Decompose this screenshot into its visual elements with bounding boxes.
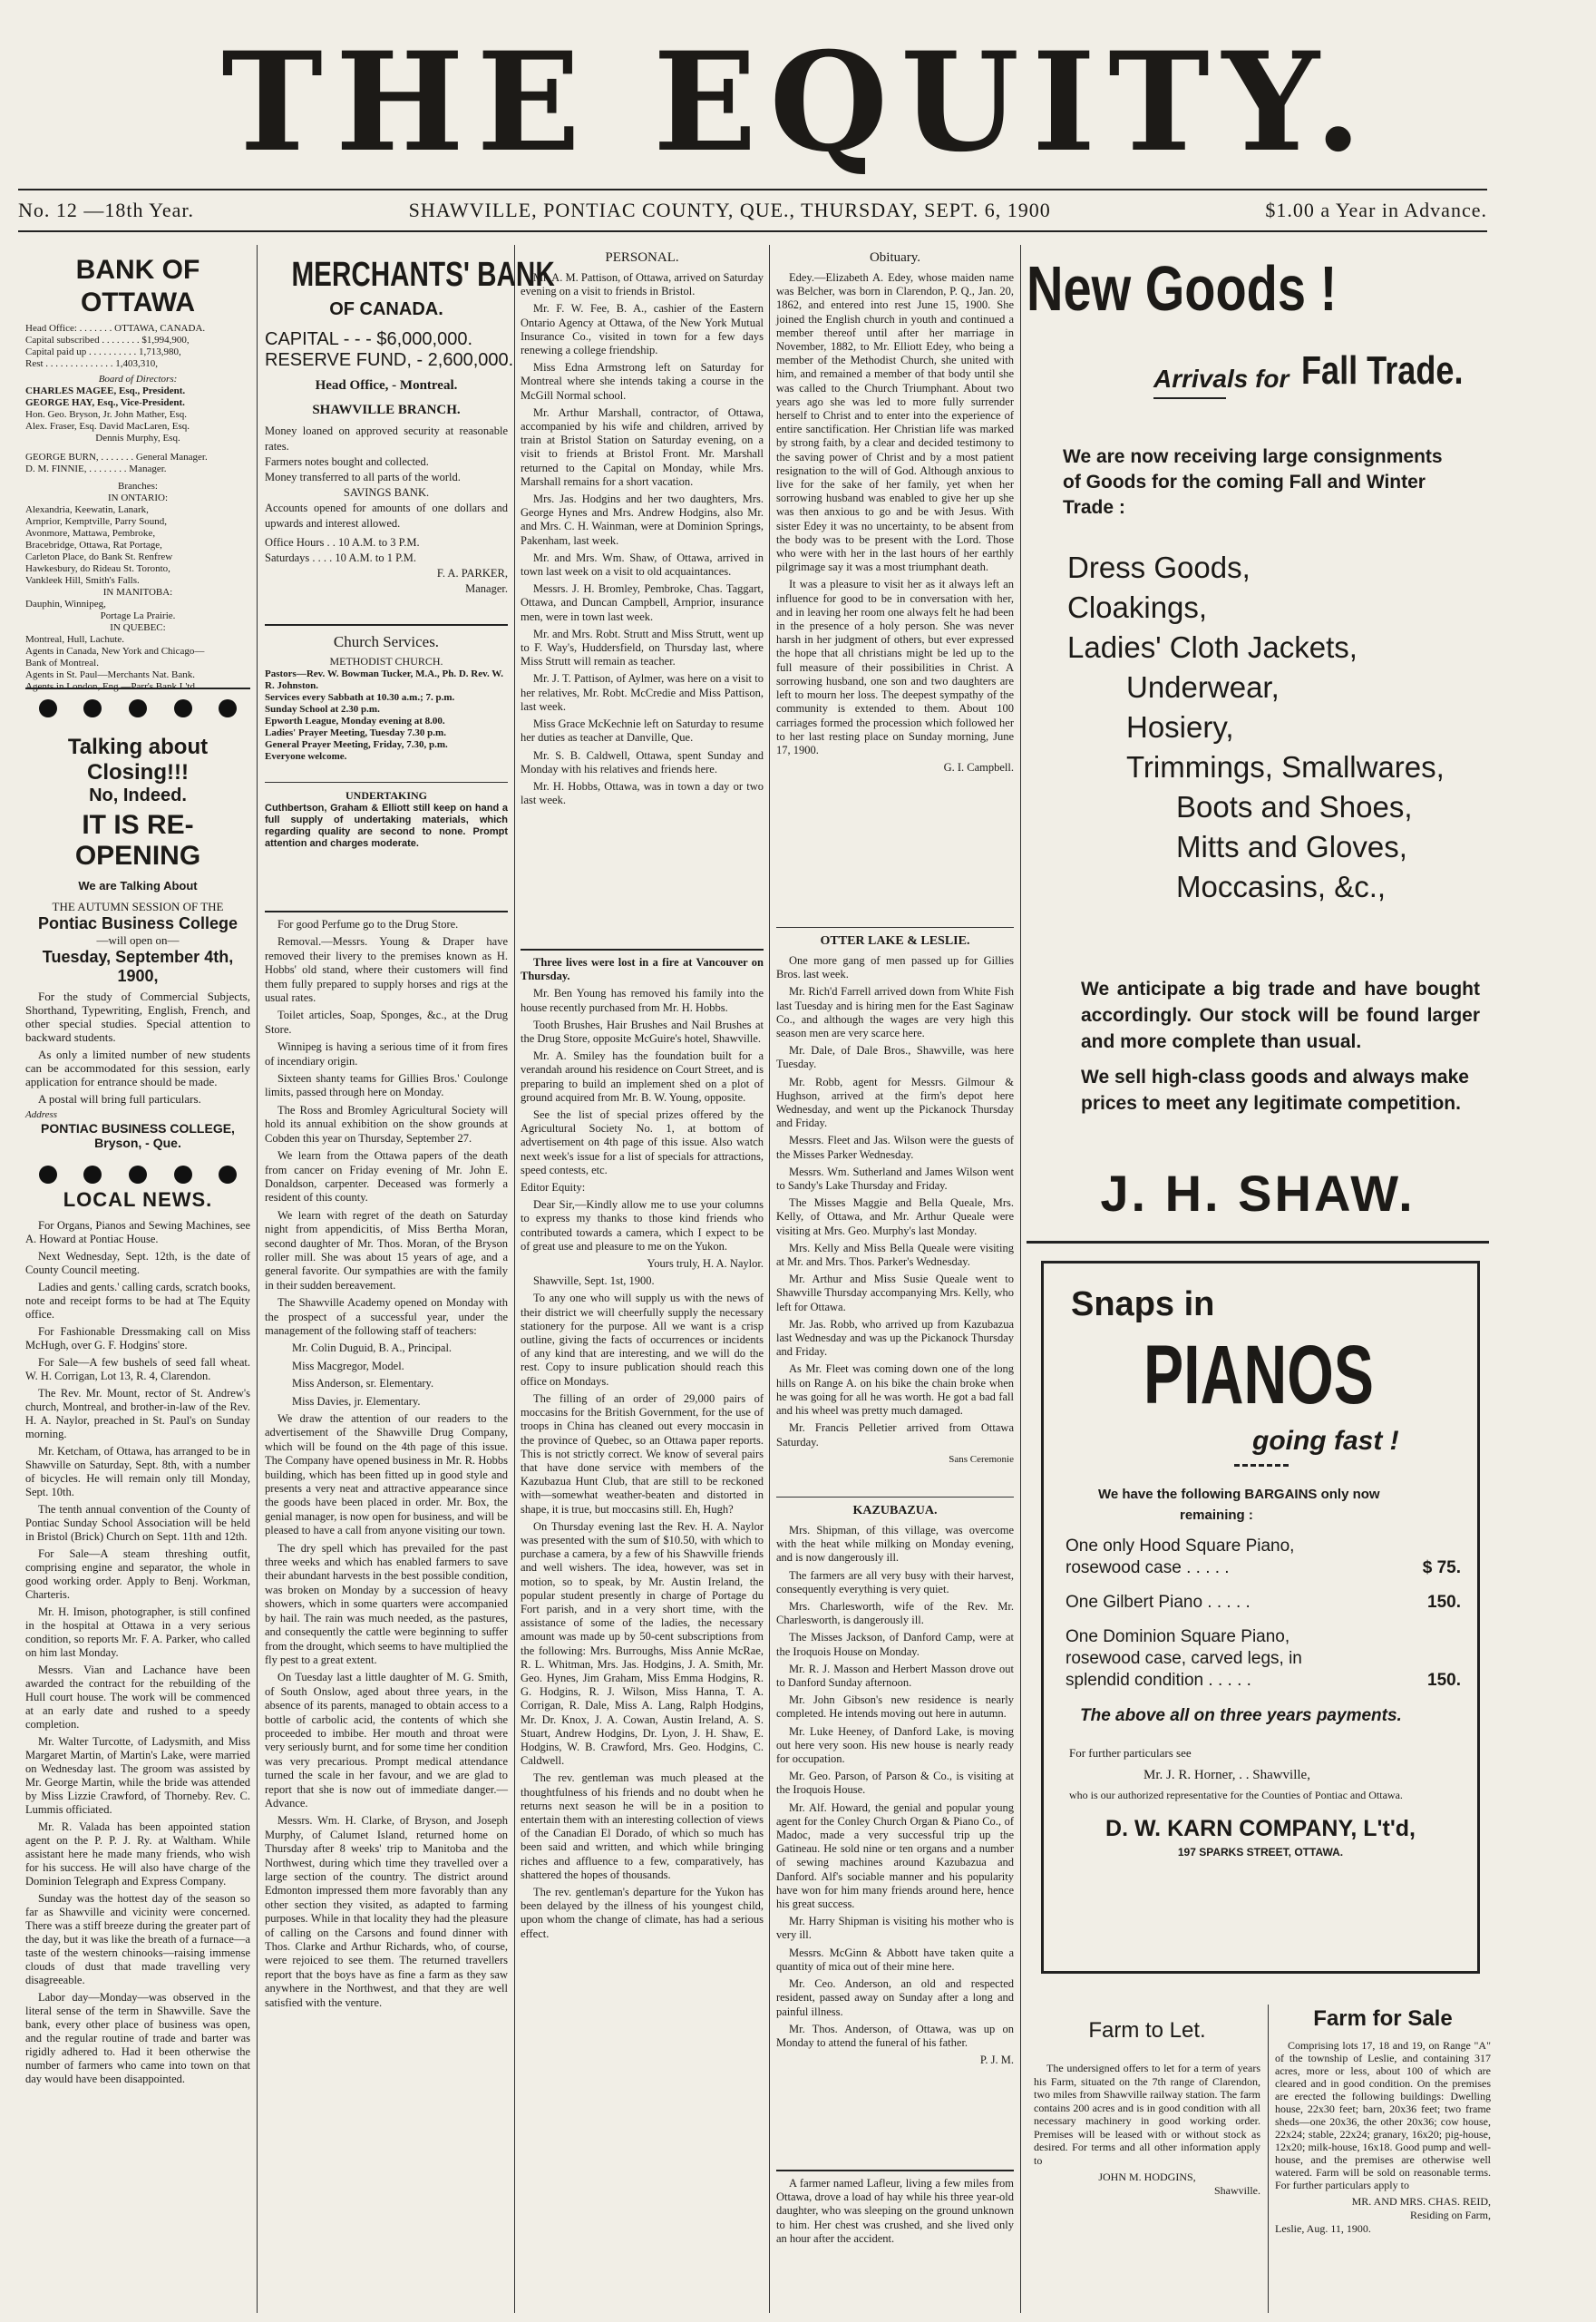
column-divider	[769, 245, 770, 2313]
column-divider	[1268, 2005, 1269, 2313]
farm-to-let-sign: JOHN M. HODGINS,	[1098, 2171, 1196, 2183]
masthead-rule-top	[18, 189, 1487, 190]
further-particulars: For further particulars see	[1069, 1746, 1192, 1760]
goods-item: Boots and Shoes,	[1176, 790, 1413, 824]
going-fast-label: going fast !	[1252, 1426, 1399, 1456]
remaining-label: remaining :	[1180, 1507, 1253, 1523]
fall-trade-label: Fall Trade.	[1301, 348, 1464, 393]
dot-ornament	[219, 1166, 237, 1184]
pianos-headline: PIANOS	[1143, 1329, 1374, 1421]
section-rule	[25, 688, 250, 689]
goods-item: Mitts and Gloves,	[1176, 830, 1407, 863]
new-goods-headline: New Goods !	[1027, 253, 1338, 324]
undertaking-title: UNDERTAKING	[345, 789, 428, 802]
farmer-accident-item: A farmer named Lafleur, living a few miles from Ottawa, drove a load of hay while his three year-old daughter, who was sleeping on the ground unknown to him. Her chest was crushed, and she lived only an hour after the accident.	[776, 2177, 1014, 2245]
column-divider	[1020, 245, 1021, 2313]
snaps-in-label: Snaps in	[1071, 1285, 1215, 1323]
dot-border	[25, 695, 250, 722]
bank-ottawa-title: BANK OF OTTAWA	[75, 255, 200, 317]
goods-item: Underwear,	[1126, 670, 1280, 704]
college-line: —will open on—	[96, 933, 180, 947]
merchants-title: MERCHANTS' BANK	[291, 256, 555, 294]
issue-number: No. 12 —18th Year.	[18, 199, 195, 221]
ornament-line	[1153, 397, 1226, 399]
piano-item-name: One Dominion Square Piano, rosewood case, carved legs, in splendid condition . . . . .	[1066, 1627, 1302, 1690]
section-rule	[776, 1497, 1014, 1498]
undertaking-text: Cuthbertson, Graham & Elliott still keep on hand a full supply of undertaking materials, which regarding quality are second to none. Prompt attention and charges moderate.	[265, 803, 508, 849]
managers: GEORGE BURN, . . . . . . . General Manager. D. M. FINNIE, . . . . . . . . Manager.	[25, 452, 208, 474]
piano-item	[1066, 1536, 1461, 1579]
farm-for-sale-ad	[1275, 2006, 1491, 2236]
bargains-line: We have the following BARGAINS only now	[1098, 1487, 1380, 1502]
farm-for-sale-town: Residing on Farm,	[1410, 2209, 1491, 2221]
dot-ornament	[39, 699, 57, 717]
kazubazua-title: KAZUBAZUA.	[852, 1504, 938, 1517]
otter-lake-news	[776, 934, 1014, 1470]
merchants-branch: SHAWVILLE BRANCH.	[312, 403, 461, 417]
obituary-title: Obituary.	[869, 250, 921, 265]
college-body: For the study of Commercial Subjects, Shorthand, Typewriting, English, French, and other special studies. Special attention to backward students. As only a limited number of new students can be accommodated for this session, early application for entrance should be made. A postal will bring full particulars.	[25, 990, 250, 1106]
agent-note: who is our authorized representative for the Counties of Pontiac and Ottawa.	[1069, 1789, 1403, 1801]
bank-of-ottawa-ad	[25, 254, 250, 693]
local-news-title: LOCAL NEWS.	[63, 1188, 213, 1211]
piano-item-name: One Gilbert Piano . . . . .	[1066, 1593, 1251, 1612]
obituary	[776, 250, 1014, 778]
ornament-line	[1234, 1464, 1289, 1467]
shaw-new-goods-ad	[1027, 252, 1489, 1222]
column-two-news: For good Perfume go to the Drug Store. Removal.—Messrs. Young & Draper have removed their livery to the premises known as H. Hobbs' old stand, where their customers will find them fully prepared to supply horses and rigs at the usual rates. Toilet articles, Soap, Sponges, &c., at the Drug Store. Winnipeg is having a serious time of it from fires of incendiary origin. Sixteen shanty teams for Gillies Bros.' Coulonge limits, passed through here on Monday. The Ross and Bromley Agricultural Society will hold its annual exhibition on the show grounds at Cobden this year on Thursday, September 27. We learn from the Ottawa papers of the death from cancer on Friday evening of Mr. John E. Donaldson, carpenter. Deceased was formerly a resident of this county. We learn with regret of the death on Saturday night from appendicitis, of Miss Bertha Moran, second daughter of Mr. Thos. Moran, of the Bryson roller mill. She was about 15 years of age, and a general favorite. Our sympathies are with the family in their sudden bereavement. The Shawville Academy opened on Monday with the prospect of a successful year, under the management of the following staff of teachers: Mr. Colin Duguid, B. A., Principal. Miss Macgregor, Model. Miss Anderson, sr. Elementary. Miss Davies, jr. Elementary. We draw the attention of our readers to the advertisement of the Shawville Drug Company, which will be found on the 4th page of this issue. The Company have opened business in Mr. R. Hobbs building, which has been fitted up in good style and presents a very neat and attractive appearance since the goods have been placed in order. Mr. Box, the genial manager, is now open for business, and will be pleased to have a call from anyone visiting our town. The dry spell which has prevailed for the past three weeks and which has enabled farmers to save their abundant harvests in the best possible condition, was broken on Monday by a succession of heavy showers, which in some quarters were accompanied by hail. The rain was much needed, as the pastures, and consequently the cattle were beginning to suffer from the drought, which seems to have multiplied the fly pest to a great extent. On Tuesday last a little daughter of M. G. Smith, of South Onslow, aged about three years, in the absence of its parents, managed to obtain access to a bottle of carbolic acid, the contents of which she proceeded to imbibe. Her mouth and throat were very seriously burnt, and for some time her condition was very precarious. Prompt medical attendance turned the scale in her favour, and we are glad to report that she is now out of immediate danger.—Advance. Messrs. Wm. H. Clarke, of Bryson, and Joseph Murphy, of Calumet Island, returned home on Thursday after 8 weeks' trip to Manitoba and the Northwest, during which time they travelled over a large section of the country. The district around Edmonton impressed them more favorably than any other section they visited, as adapted to farming purposes. While in that locality they had the pleasure of calling on the Carsons and found dinner with Thos. Clarke and Arthur Richards, who, of course, were rejoiced to see them. The returned travellers report that the boys have as fine a farm as they saw anywhere in the Northwest, and that they are well satisfied with the venture.	[265, 918, 509, 2009]
bank-ottawa-figures: Head Office: . . . . . . . OTTAWA, CANADA. Capital subscribed . . . . . . . . $1,994,900, Capital paid up . . . . . . . . . . 1,713,980, Rest . . . . . . . . . . . . . . 1,403,310,	[25, 323, 206, 369]
piano-item-price: $ 75.	[1422, 1558, 1461, 1577]
dot-ornament	[129, 1166, 147, 1184]
section-rule	[776, 2170, 1014, 2171]
piano-item-price: 150.	[1427, 1671, 1461, 1690]
local-news-body: For Organs, Pianos and Sewing Machines, see A. Howard at Pontiac House. Next Wednesday, Sept. 12th, is the date of County Council meeting. Ladies and gents.' calling cards, scratch books, note and receipt forms to be had at The Equity office. For Fashionable Dressmaking call on Miss McHugh, over G. F. Hodgins' store. For Sale—A few bushels of seed fall wheat. W. H. Corrigan, Lot 13, R. 4, Clarendon. The Rev. Mr. Mount, rector of St. Andrew's church, Montreal, and brother-in-law of the Rev. H. A. Naylor, preached in St. Paul's on Sunday morning. Mr. Ketcham, of Ottawa, has arranged to be in Shawville on Saturday, Sept. 8th, with a number of bicycles. He will remain only till Monday, Sept. 10th. The tenth annual convention of the County of Pontiac Sunday School Association will be held in Bristol (Brick) Church on Sept. 11th and 12th. For Sale—A steam threshing outfit, comprising engine and separator, the whole in good working order. Apply to Benj. Workman, Charteris. Mr. H. Imison, photographer, is still confined in the hospital at Ottawa in a very serious condition, so reports Mr. F. A. Parker, who called on him last Monday. Messrs. Vian and Lachance have been awarded the contract for the rebuilding of the Hull court house. The work will be commenced at an early date and rushed to a speedy completion. Mr. Walter Turcotte, of Ladysmith, and Miss Margaret Martin, of Martin's Lake, were married on Wednesday last. The groom was assisted by Mr. George Martin, while the bride was attended by Miss Lizzie Crawford, of Thorneby. Rev. C. Lummis officiated. Mr. R. Valada has been appointed station agent on the P. P. J. Ry. at Waltham. While assistant here he made many friends, who wish for his success. He will also have charge of the Dominion Telegraph and Express Company. Sunday was the hottest day of the season so far as Shawville and vicinity were concerned. There was a stiff breeze during the greater part of the day, but it was like the breath of a furnace—a taste of the western chinooks—raising immense clouds of dust that made travelling very disagreeable. Labor day—Monday—was observed in the literal sense of the term in Shawville. Save the bank, every other place of business was open, and the regular routine of trade and barter was rigidly adhered to. Had it been otherwise the number of farmers who came into town on that day would have been disappointed.	[25, 1219, 250, 2085]
personal-body: Mr. A. M. Pattison, of Ottawa, arrived on Saturday evening on a visit to friends in Bristol. Mr. F. W. Fee, B. A., cashier of the Eastern Ontario Agency at Ottawa, of the New York Mutual Insurance Co., visited in town for a few days renewing a college friendship. Miss Edna Armstrong left on Saturday for Montreal where she intends taking a course in the McGill Normal school. Mr. Arthur Marshall, contractor, of Ottawa, accompanied by his wife and children, arrived by train at Bristol Station on Saturday evening, on a visit to friends at Bristol Front. Mr. Marshall returned to the Capital on Monday, while Mrs. Marshall remains for a short vacation. Mrs. Jas. Hodgins and her two daughters, Mrs. George Hynes and Mrs. Andrew Hodgins, also Mr. and Mrs. C. H. Wainman, were at Dominion Springs, Pakenham, last week. Mr. and Mrs. Wm. Shaw, of Ottawa, arrived in town last week on a visit to old acquaintances. Messrs. J. H. Bromley, Pembroke, Chas. Taggart, Ottawa, and Duncan Campbell, Arnprior, insurance men, were in town last week. Mr. and Mrs. Robt. Strutt and Miss Strutt, went up to F. Way's, Huddersfield, on Thursday last, where Miss Strutt will remain as teacher. Mr. J. T. Pattison, of Aylmer, was here on a visit to her relatives, Mr. Robt. McCredie and Miss Pattison, last week. Miss Grace McKechnie left on Saturday to resume her duties as teacher at Danville, Que. Mr. S. B. Caldwell, Ottawa, spent Sunday and Monday with his relatives and friends here. Mr. H. Hobbs, Ottawa, was in town a day or two last week.	[521, 271, 764, 807]
farm-to-let-ad	[1034, 2018, 1260, 2198]
merchants-bank-ad	[265, 256, 555, 597]
church-lines: Pastors—Rev. W. Bowman Tucker, M.A., Ph. D. Rev. W. R. Johnston. Services every Sabbath at 10.30 a.m.; 7. p.m. Sunday School at 2.30 p.m. Epworth League, Monday evening at 8.00. Ladies' Prayer Meeting, Tuesday 7.30 p.m. General Prayer Meeting, Friday, 7.30, p.m. Everyone welcome.	[265, 668, 504, 762]
merchants-head-office: Head Office, - Montreal.	[315, 378, 458, 393]
goods-item: Moccasins, &c.,	[1176, 870, 1387, 903]
shaw-paragraph: We sell high-class goods and always make prices to meet any legitimate competition.	[1081, 1067, 1469, 1114]
piano-item-name: One only Hood Square Piano, rosewood case . . . . .	[1066, 1537, 1295, 1577]
piano-list	[1066, 1536, 1461, 1692]
section-rule	[265, 624, 508, 626]
dot-ornament	[129, 699, 147, 717]
directors-heading: Board of Directors:	[98, 374, 178, 385]
masthead-rule-bottom	[18, 230, 1487, 232]
personal-title: PERSONAL.	[605, 250, 679, 265]
karn-address: 197 SPARKS STREET, OTTAWA.	[1177, 1846, 1344, 1859]
goods-item: Cloakings,	[1067, 590, 1208, 624]
piano-item	[1066, 1592, 1461, 1614]
merchants-subtitle: OF CANADA.	[329, 299, 443, 319]
subscription-price: $1.00 a Year in Advance.	[1265, 199, 1487, 221]
college-reopening: IT IS RE-OPENING	[74, 810, 201, 871]
section-rule	[1027, 1241, 1489, 1244]
merchants-body: Money loaned on approved security at reasonable rates. Farmers notes bought and collected. Money transferred to all parts of the world. SAVINGS BANK. Accounts opened for amounts of one dollars and upwards and interest allowed. Office Hours . . 10 A.M. to 3 P.M. Saturdays . . . . 10 A.M. to 1 P.M. F. A. PARKER, Manager.	[265, 424, 508, 595]
local-news	[25, 1188, 250, 2090]
college-address-name: PONTIAC BUSINESS COLLEGE,	[41, 1121, 235, 1136]
college-line: THE AUTUMN SESSION OF THE	[52, 900, 224, 913]
college-date: Tuesday, September 4th, 1900,	[42, 948, 234, 985]
pianos-ad	[1041, 1261, 1480, 1974]
arrivals-label: Arrivals for	[1153, 365, 1289, 393]
dot-ornament	[174, 1166, 192, 1184]
personal-continued: Three lives were lost in a fire at Vancouver on Thursday. Mr. Ben Young has removed his family into the house recently purchased from Mr. H. Hobbs. Tooth Brushes, Hair Brushes and Nail Brushes at the Drug Store, opposite McGuire's hotel, Shawville. Mr. A. Smiley has the foundation built for a verandah around his residence on Court Street, and is preparing to build an implement shed on a plot of ground acquired from Mr. B. W. Young, opposite. See the list of special prizes offered by the Agricultural Society No. 1, at bottom of advertisement on 4th page of this issue. Also watch next week's issue for a list of specials for attractions, speed contests, etc. Editor Equity: Dear Sir,—Kindly allow me to use your columns to express my thanks to those kind friends who contributed towards a camera, which I expect to be of great use and pleasure to me on the Yukon. Yours truly, H. A. Naylor. Shawville, Sept. 1st, 1900. To any one who will supply us with the news of their district we will cheerfully supply the necessary stationery for the purpose. All we want is a crisp outline, giving the facts of occurrences or incidents of any kind that are interesting, and we will do the rest. Copy to insure publication should reach this office on Mondays. The filling of an order of 29,000 pairs of moccasins for the British Government, for the use of troops in China has cleaned out every moccasin in the province of Quebec, so an Ottawa paper reports. This is not strictly correct. We know of several pairs that have done service with members of the Kazubazua Hunt Club, that are still to be reckoned with—somewhat weather-beaten and distorted in shape, it is true, but moccasins still. Eh, Hugh? On Thursday evening last the Rev. H. A. Naylor was presented with the sum of $10.50, with which to purchase a camera, by a few of his Shawville friends and well wishers. The idea, however, was set in motion, so to speak, by Mr. Austin Ireland, the popular student presently in charge of Portage du Fort parish, and in a very short time, with the assistance of some of the ladies, the necessary amount was made up by 50-cent subscriptions from the following: Mrs. Burroughs, Miss Annie McRae, R. L. Whitman, Mrs. Jas. Hodgins, J. A. Smith, Mr. Geo. Hynes, Jim Graham, Miss Emma Hodgins, R. G. Hodgins, R. J. Wilson, Miss Hanna, T. A. Corrigan, R. Dale, Miss A. Lang, Ralph Hodgins, Mr. Dr. Knox, J. A. Cowan, Austin Ireland, A. S. Stuart, Andrew Hodgins, Dr. Lyon, J. H. Shaw, E. Hodgins, W. B. Crawford, Mrs. Geo. Hodgins, C. Caldwell. The rev. gentleman was much pleased at the thoughtfulness of his friends and no doubt when he returns next season he will be in a position to entertain them with an interesting collection of views of the Canadian El Dorado, of which so much has been said and written, and which while bringing riches and affluence to a few, comparatively, has shattered the hopes of thousands. The rev. gentleman's departure for the Yukon has been delayed by the illness of his youngest child, upon whom the change of climate, has had a serious effect.	[521, 956, 764, 1940]
section-rule	[521, 949, 764, 951]
place-date: SHAWVILLE, PONTIAC COUNTY, QUE., THURSDAY, SEPT. 6, 1900	[408, 199, 1051, 221]
goods-item: Ladies' Cloth Jackets,	[1067, 630, 1358, 664]
karn-company: D. W. KARN COMPANY, L't'd,	[1105, 1816, 1416, 1841]
business-college-ad	[25, 695, 250, 1188]
masthead	[0, 25, 1596, 180]
section-rule	[776, 927, 1014, 928]
agent-name: Mr. J. R. Horner, . . Shawville,	[1143, 1768, 1310, 1782]
piano-item-price: 150.	[1427, 1593, 1461, 1612]
farm-for-sale-date: Leslie, Aug. 11, 1900.	[1275, 2222, 1371, 2235]
branches-list: IN ONTARIO: Alexandria, Keewatin, Lanark, Arnprior, Kemptville, Parry Sound, Avonmore, Mattawa, Pembroke, Bracebridge, Ottawa, Rat Portage, Carleton Place, do Bank St. Renfrew Hawkesbury, do Rideau St. Toronto, Vankleek Hill, Smith's Falls. IN MANITOBA: Dauphin, Winnipeg, Portage La Prairie. IN QUEBEC: Montreal, Hull, Lachute. Agents in Canada, New York and Chicago— Bank of Montreal. Agents in St. Paul—Merchants Nat. Bank. Agents in London, Eng.—Parr's Bank L'td.	[25, 493, 205, 692]
goods-list	[1027, 548, 1489, 907]
otter-lake-body: One more gang of men passed up for Gillies Bros. last week. Mr. Rich'd Farrell arrived down from White Fish last Tuesday and is hiring men for the East Saginaw Co., and although the wages are very high this season men are very scarce here. Mr. Dale, of Dale Bros., Shawville, was here Tuesday. Mr. Robb, agent for Messrs. Gilmour & Hughson, arrived at the firm's depot here Wednesday, and went up the Pickanock Thursday and Friday. Messrs. Fleet and Jas. Wilson were the guests of the Misses Parker Wednesday. Messrs. Wm. Sutherland and James Wilson went to Sandy's Lake Thursday and Friday. The Misses Maggie and Bella Queale, Mrs. Kelly, of Ottawa, and Mr. Arthur Queale were visiting at Mrs. Geo. Murphy's last Monday. Mrs. Kelly and Miss Bella Queale were visiting at Mr. and Mrs. Thos. Parker's Wednesday. Mr. Arthur and Miss Susie Queale went to Shawville Thursday accompanying Mrs. Kelly, who left for Ottawa. Mr. Jas. Robb, who arrived up from Kazubazua last Wednesday and was up the Pickanock Thursday and Friday. As Mr. Fleet was coming down one of the long hills on Range A. on his bike the chain broke when he was going for all he was worth. He got a bad fall and his wheel was pretty much damaged. Mr. Francis Pelletier arrived from Ottawa Saturday. Sans Ceremonie	[776, 954, 1014, 1465]
shaw-paragraph: We anticipate a big trade and have bought accordingly. Our stock will be found larger and more complete than usual.	[1081, 979, 1480, 1052]
kazubazua-body: Mrs. Shipman, of this village, was overcome with the heat while milking on Monday evening, and is now dangerously ill. The farmers are all very busy with their harvest, consequently everything is very quiet. Mrs. Charlesworth, wife of the Rev. Mr. Charlesworth, is dangerously ill. The Misses Jackson, of Danford Camp, were at the Iroquois House on Monday. Mr. R. J. Masson and Herbert Masson drove out to Danford Sunday afternoon. Mr. John Gibson's new residence is nearly completed. He intends moving out here in autumn. Mr. Luke Heeney, of Danford Lake, is moving out here very soon. His new house is nearly ready for occupation. Mr. Geo. Parson, of Parson & Co., is visiting at the Iroquois House. Mr. Alf. Howard, the genial and popular young agent for the Conley Church Organ & Piano Co., of Madoc, made a very successful trip up the Gatineau. He sold nine or ten organs and a number of sewing machines around Kazubazua and Danford. Alf's sociable manner and his popularity have won for him many friends around here, hence his great success. Mr. Harry Shipman is visiting his mother who is very ill. Messrs. McGinn & Abbott have taken quite a quantity of mica out of their mine here. Mr. Ceo. Anderson, an old and respected resident, passed away on Sunday after a long and painful illness. Mr. Thos. Anderson, of Ottawa, was up on Monday to attend the funeral of his father. P. J. M.	[776, 1524, 1014, 2067]
newspaper-title: THE EQUITY.	[221, 23, 1375, 182]
farm-for-sale-body: Comprising lots 17, 18 and 19, on Range "A" of the township of Leslie, and containing 317 acres, more or less, about 100 of which are cleared and in good condition. On the premises are erected the following buildings: Dwelling house, 22x30 feet; barn, 20x36 feet; two frame sheds—one 20x36, the other 20x36; cow house, 22x24; stable, 22x24; granary, 16x20; pig-house, 12x20; milk-house, 16x18. Good pump and well-house, and the premises are otherwise well watered. Farm will be sold on reasonable terms. For further particulars apply to	[1275, 2039, 1491, 2191]
address-label: Address	[25, 1109, 58, 1120]
college-subhead: No, Indeed.	[89, 785, 187, 805]
arrivals-line	[1153, 348, 1489, 394]
methodist-heading: METHODIST CHURCH.	[329, 655, 443, 668]
otter-lake-title: OTTER LAKE & LESLIE.	[820, 934, 970, 948]
payments-line: The above all on three years payments.	[1080, 1706, 1402, 1725]
obituary-body: Edey.—Elizabeth A. Edey, whose maiden name was Belcher, was born in Clarendon, P. Q., Jan. 20, 1862, and entered into rest June 15, 1900. She joined the English church in youth and continued a member thereof until after her marriage in November, 1882, to Mr. Elliott Edey, who being a member of the Methodist Church, she united with him, and remained a member of that body until she was called to the Church Triumphant. About two years ago she was led to more fully surrender herself to Christ and to enter into the experience of entire sanctification. Her Christian life was marked by strong faith, by a clear and decided testimony to the saving power of Christ and by a most patient resignation to the will of God. Although anxious to live for the sake of her family, yet when her sorrowing husband was enabled to give her up she was then anxious to go and be with Jesus. With sister Edey it was no uncertainty, to be absent from the body was to be present with the Lord. Those who were with her in the last hours of her earthly pilgrimage say it was a most triumphant death. It was a pleasure to visit her as it always left an influence for good to be in conversation with her, and in leaving her room one always felt he had been in the presence of a holy person. She was never harsh in her judgment of others, but ever expressed the hope that all christians might be led up to the full measure of their possibilities in Christ. A sorrowing husband, one son and two daughters are left to mourn her loss. The deepest sympathy of the community is extended to them. About 100 carriages formed the procession which followed her to her last resting place on Sunday morning, June 17, 1900. G. I. Campbell.	[776, 271, 1014, 775]
farm-to-let-town: Shawville.	[1214, 2184, 1260, 2197]
branches-heading: Branches:	[118, 481, 158, 492]
personal-column	[521, 250, 764, 811]
dot-ornament	[39, 1166, 57, 1184]
college-name: Pontiac Business College	[37, 914, 238, 932]
college-headline: Talking about Closing!!!	[67, 735, 209, 785]
dot-ornament	[83, 699, 102, 717]
goods-item: Dress Goods,	[1067, 551, 1251, 584]
college-line: We are Talking About	[78, 879, 198, 893]
farm-for-sale-sign: MR. AND MRS. CHAS. REID,	[1351, 2195, 1491, 2208]
column-divider	[257, 245, 258, 2313]
farm-to-let-body: The undersigned offers to let for a term of years his Farm, situated on the 7th range of Clarendon, two miles from Shawville railway station. The farm contains 200 acres and is in good condition with all necessary machinery in good working order. Premises will be leased with or without stock as desired. For terms and all other information apply to	[1034, 2062, 1260, 2167]
church-services	[265, 633, 508, 763]
goods-item: Hosiery,	[1126, 710, 1234, 744]
dateline	[18, 192, 1487, 229]
dot-ornament	[83, 1166, 102, 1184]
farm-for-sale-title: Farm for Sale	[1313, 2006, 1453, 2031]
college-town: Bryson, - Que.	[94, 1136, 181, 1150]
section-rule	[265, 782, 508, 783]
undertaking-ad	[265, 789, 508, 850]
column-divider	[514, 245, 515, 2313]
dot-border	[25, 1161, 250, 1188]
section-rule	[265, 911, 508, 912]
dot-ornament	[174, 699, 192, 717]
piano-item	[1066, 1626, 1461, 1692]
merchants-capital: CAPITAL - - - $6,000,000.	[265, 329, 472, 349]
kazubazua-news	[776, 1504, 1014, 2071]
goods-item: Trimmings, Smallwares,	[1126, 750, 1445, 784]
farm-to-let-title: Farm to Let.	[1088, 2018, 1206, 2043]
merchants-reserve: RESERVE FUND, - 2,600,000.	[265, 350, 514, 370]
directors-list: CHARLES MAGEE, Esq., President. GEORGE HAY, Esq., Vice-President. Hon. Geo. Bryson, Jr. John Mather, Esq. Alex. Fraser, Esq. David MacLaren, Esq. Dennis Murphy, Esq.	[25, 385, 190, 444]
dot-ornament	[219, 699, 237, 717]
church-title: Church Services.	[333, 633, 440, 650]
shaw-signature: J. H. SHAW.	[1100, 1165, 1416, 1222]
shaw-intro: We are now receiving large consignments of Goods for the coming Fall and Winter Trade :	[1063, 446, 1443, 518]
